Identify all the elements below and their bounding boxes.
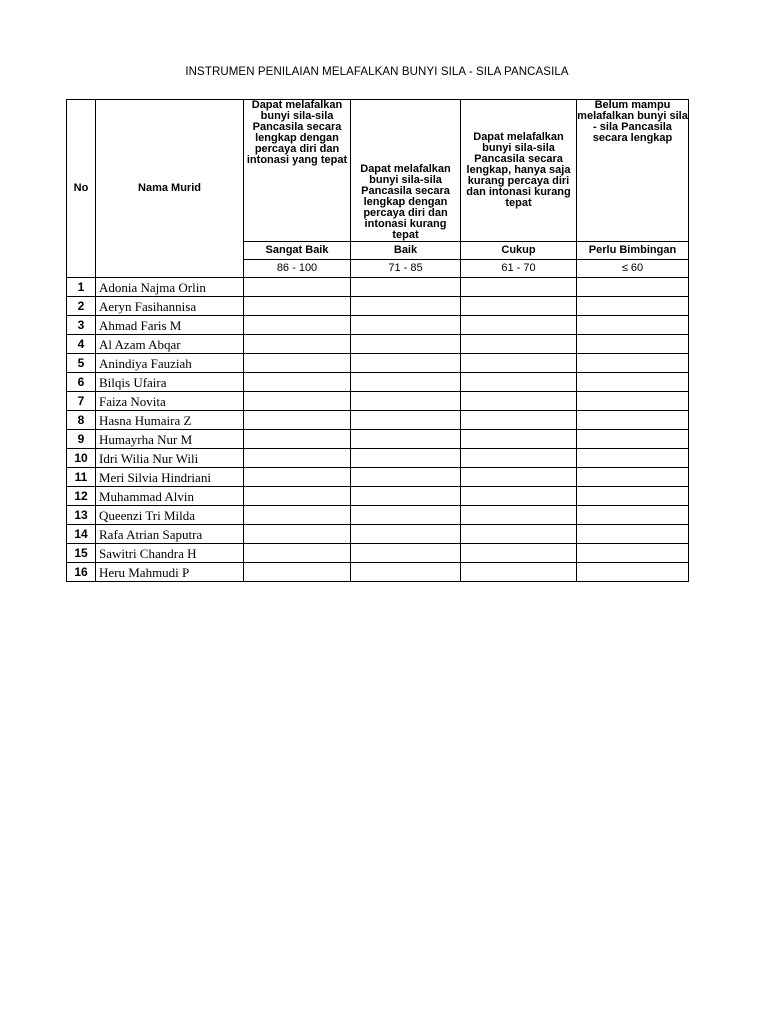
student-number: 4 bbox=[67, 335, 96, 354]
student-name: Al Azam Abqar bbox=[96, 335, 244, 354]
score-cell[interactable] bbox=[244, 525, 351, 544]
score-cell[interactable] bbox=[577, 449, 689, 468]
score-cell[interactable] bbox=[461, 297, 577, 316]
score-cell[interactable] bbox=[351, 449, 461, 468]
table-row bbox=[67, 373, 689, 392]
score-cell[interactable] bbox=[351, 506, 461, 525]
student-number: 10 bbox=[67, 449, 96, 468]
table-row bbox=[67, 563, 689, 582]
score-cell[interactable] bbox=[351, 297, 461, 316]
student-name: Ahmad Faris M bbox=[96, 316, 244, 335]
score-cell[interactable] bbox=[351, 468, 461, 487]
score-cell[interactable] bbox=[461, 335, 577, 354]
table-row bbox=[67, 354, 689, 373]
table-row bbox=[67, 278, 689, 297]
student-number: 11 bbox=[67, 468, 96, 487]
score-cell[interactable] bbox=[577, 278, 689, 297]
student-number: 5 bbox=[67, 354, 96, 373]
score-cell[interactable] bbox=[461, 392, 577, 411]
table-row bbox=[67, 449, 689, 468]
score-cell[interactable] bbox=[244, 449, 351, 468]
assessment-table bbox=[66, 99, 689, 582]
score-cell[interactable] bbox=[244, 506, 351, 525]
score-cell[interactable] bbox=[577, 392, 689, 411]
table-row bbox=[67, 411, 689, 430]
student-name: Meri Silvia Hindriani bbox=[96, 468, 244, 487]
table-row bbox=[67, 316, 689, 335]
student-number: 12 bbox=[67, 487, 96, 506]
table-row bbox=[67, 506, 689, 525]
score-cell[interactable] bbox=[461, 278, 577, 297]
document-title: INSTRUMEN PENILAIAN MELAFALKAN BUNYI SILA - SILA PANCASILA bbox=[185, 66, 569, 78]
score-cell[interactable] bbox=[351, 411, 461, 430]
score-range-4: ≤ 60 bbox=[577, 260, 689, 278]
score-cell[interactable] bbox=[461, 506, 577, 525]
score-cell[interactable] bbox=[351, 544, 461, 563]
score-cell[interactable] bbox=[351, 373, 461, 392]
table-row bbox=[67, 297, 689, 316]
score-range-1: 86 - 100 bbox=[244, 260, 351, 278]
student-name: Heru Mahmudi P bbox=[96, 563, 244, 582]
score-range-2: 71 - 85 bbox=[351, 260, 461, 278]
score-cell[interactable] bbox=[577, 468, 689, 487]
score-cell[interactable] bbox=[577, 430, 689, 449]
score-cell[interactable] bbox=[577, 563, 689, 582]
category-1: Sangat Baik bbox=[244, 242, 351, 260]
score-cell[interactable] bbox=[461, 563, 577, 582]
score-cell[interactable] bbox=[577, 506, 689, 525]
score-cell[interactable] bbox=[351, 354, 461, 373]
table-row bbox=[67, 335, 689, 354]
score-cell[interactable] bbox=[244, 278, 351, 297]
student-number: 13 bbox=[67, 506, 96, 525]
student-number: 7 bbox=[67, 392, 96, 411]
score-cell[interactable] bbox=[351, 392, 461, 411]
score-cell[interactable] bbox=[461, 544, 577, 563]
score-cell[interactable] bbox=[244, 563, 351, 582]
score-cell[interactable] bbox=[577, 297, 689, 316]
score-cell[interactable] bbox=[351, 430, 461, 449]
category-2: Baik bbox=[351, 242, 461, 260]
score-cell[interactable] bbox=[244, 354, 351, 373]
score-cell[interactable] bbox=[351, 316, 461, 335]
criteria-description-2: Dapat melafalkan bunyi sila-sila Pancasila secara lengkap dengan percaya diri dan intonasi kurang tepat bbox=[351, 100, 461, 242]
student-name: Sawitri Chandra H bbox=[96, 544, 244, 563]
score-cell[interactable] bbox=[351, 487, 461, 506]
criteria-description-1: Dapat melafalkan bunyi sila-sila Pancasila secara lengkap dengan percaya diri dan intonasi yang tepat bbox=[244, 100, 351, 242]
student-name: Hasna Humaira Z bbox=[96, 411, 244, 430]
score-cell[interactable] bbox=[461, 487, 577, 506]
score-cell[interactable] bbox=[244, 544, 351, 563]
header-name: Nama Murid bbox=[96, 100, 244, 278]
student-name: Rafa Atrian Saputra bbox=[96, 525, 244, 544]
student-number: 16 bbox=[67, 563, 96, 582]
score-cell[interactable] bbox=[244, 411, 351, 430]
table-row bbox=[67, 392, 689, 411]
student-name: Queenzi Tri Milda bbox=[96, 506, 244, 525]
category-4: Perlu Bimbingan bbox=[577, 242, 689, 260]
score-cell[interactable] bbox=[351, 563, 461, 582]
score-cell[interactable] bbox=[577, 544, 689, 563]
score-cell[interactable] bbox=[461, 411, 577, 430]
score-cell[interactable] bbox=[577, 373, 689, 392]
score-cell[interactable] bbox=[351, 525, 461, 544]
student-name: Bilqis Ufaira bbox=[96, 373, 244, 392]
score-cell[interactable] bbox=[577, 316, 689, 335]
table-row bbox=[67, 468, 689, 487]
score-cell[interactable] bbox=[577, 525, 689, 544]
score-cell[interactable] bbox=[461, 449, 577, 468]
score-cell[interactable] bbox=[244, 392, 351, 411]
score-cell[interactable] bbox=[577, 411, 689, 430]
student-number: 15 bbox=[67, 544, 96, 563]
score-cell[interactable] bbox=[461, 316, 577, 335]
student-number: 1 bbox=[67, 278, 96, 297]
score-cell[interactable] bbox=[461, 525, 577, 544]
score-cell[interactable] bbox=[461, 468, 577, 487]
table-row bbox=[67, 487, 689, 506]
student-name: Humayrha Nur M bbox=[96, 430, 244, 449]
score-cell[interactable] bbox=[577, 335, 689, 354]
score-cell[interactable] bbox=[351, 335, 461, 354]
score-range-3: 61 - 70 bbox=[461, 260, 577, 278]
score-cell[interactable] bbox=[577, 487, 689, 506]
student-number: 14 bbox=[67, 525, 96, 544]
score-cell[interactable] bbox=[577, 354, 689, 373]
student-name: Muhammad Alvin bbox=[96, 487, 244, 506]
score-cell[interactable] bbox=[461, 430, 577, 449]
criteria-header-row bbox=[67, 100, 689, 242]
table-row bbox=[67, 544, 689, 563]
student-name: Aeryn Fasihannisa bbox=[96, 297, 244, 316]
score-cell[interactable] bbox=[244, 468, 351, 487]
score-cell[interactable] bbox=[244, 316, 351, 335]
criteria-description-3: Dapat melafalkan bunyi sila-sila Pancasila secara lengkap, hanya saja kurang percaya diri dan intonasi kurang tepat bbox=[461, 100, 577, 242]
student-name: Idri Wilia Nur Wili bbox=[96, 449, 244, 468]
student-number: 3 bbox=[67, 316, 96, 335]
student-number: 6 bbox=[67, 373, 96, 392]
score-cell[interactable] bbox=[244, 430, 351, 449]
table-row bbox=[67, 430, 689, 449]
score-cell[interactable] bbox=[244, 297, 351, 316]
student-name: Anindiya Fauziah bbox=[96, 354, 244, 373]
score-cell[interactable] bbox=[244, 487, 351, 506]
student-name: Adonia Najma Orlin bbox=[96, 278, 244, 297]
student-number: 8 bbox=[67, 411, 96, 430]
score-cell[interactable] bbox=[351, 278, 461, 297]
criteria-description-4: Belum mampu melafalkan bunyi sila - sila Pancasila secara lengkap bbox=[577, 100, 689, 242]
score-cell[interactable] bbox=[244, 373, 351, 392]
student-number: 2 bbox=[67, 297, 96, 316]
category-3: Cukup bbox=[461, 242, 577, 260]
student-name: Faiza Novita bbox=[96, 392, 244, 411]
student-number: 9 bbox=[67, 430, 96, 449]
score-cell[interactable] bbox=[244, 335, 351, 354]
table-row bbox=[67, 525, 689, 544]
score-cell[interactable] bbox=[461, 373, 577, 392]
header-no: No bbox=[67, 100, 96, 278]
score-cell[interactable] bbox=[461, 354, 577, 373]
